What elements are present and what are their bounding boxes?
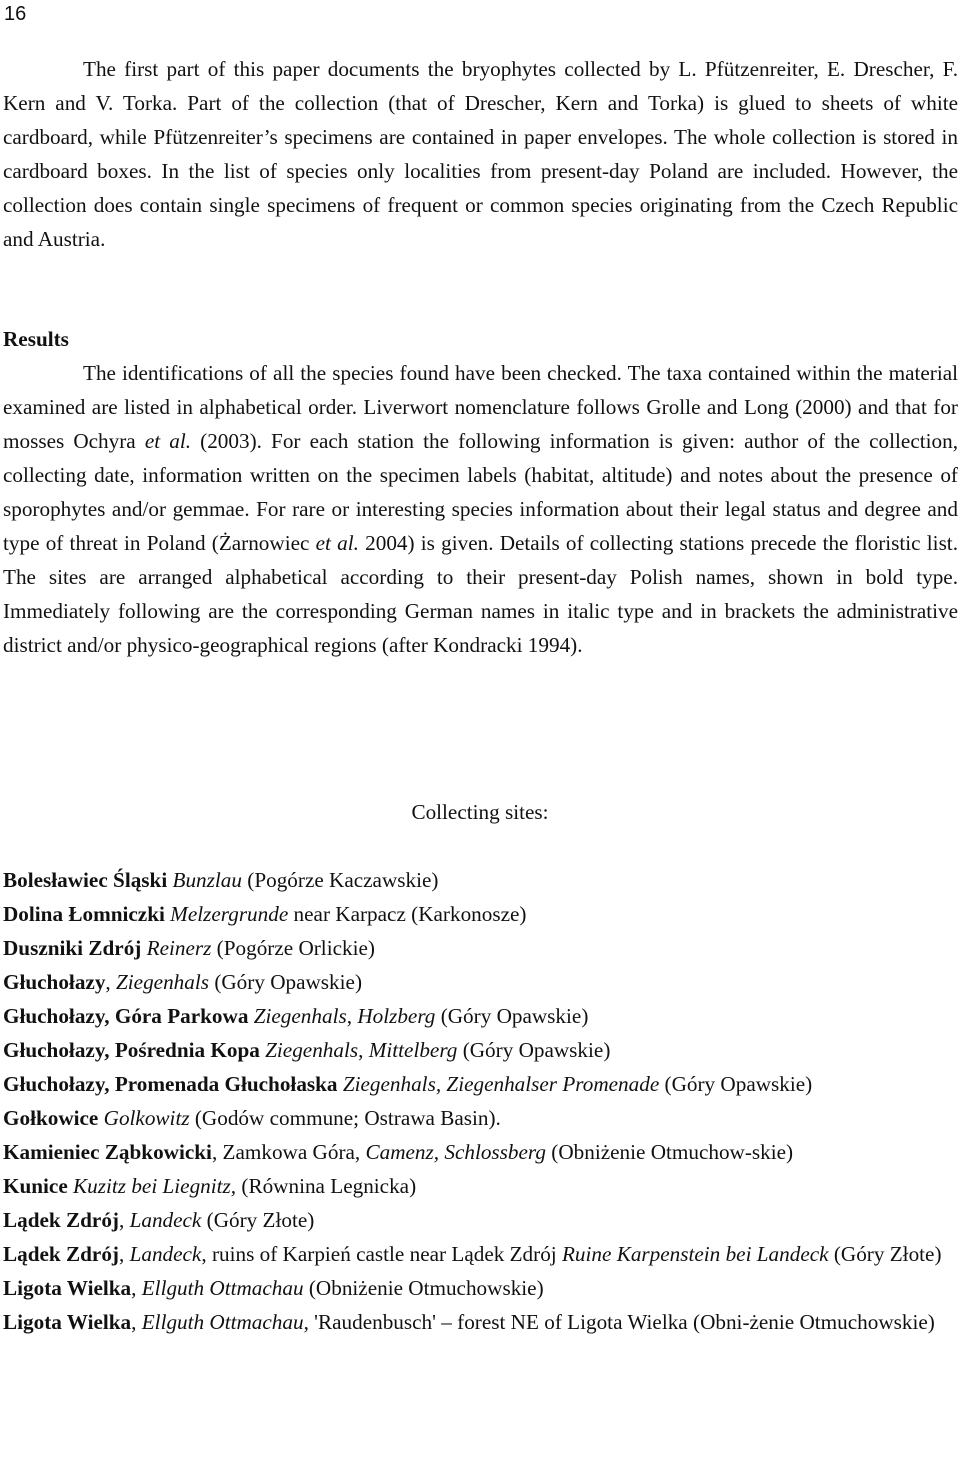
site-german-name-2: Holzberg [357, 1004, 436, 1028]
site-german-name: Kuzitz bei Liegnitz, [73, 1174, 237, 1198]
site-entry [3, 931, 958, 965]
site-region-2: (Góry Złote) [828, 1242, 942, 1266]
site-region: (Góry Opawskie) [209, 970, 362, 994]
site-separator: , [105, 970, 117, 994]
results-italic-2: et al. [315, 531, 359, 555]
site-entry [3, 1033, 958, 1067]
site-separator: , [131, 1276, 142, 1300]
site-polish-name: Lądek Zdrój [3, 1242, 119, 1266]
site-polish-name: Bolesławiec Śląski [3, 868, 168, 892]
site-region: (Góry Złote) [201, 1208, 315, 1232]
site-polish-name: Ligota Wielka [3, 1276, 132, 1300]
site-entry [3, 999, 958, 1033]
site-entry [3, 1101, 958, 1135]
collecting-sites-title: Collecting sites: [411, 800, 549, 824]
results-section [3, 322, 958, 662]
site-entry [3, 1203, 958, 1237]
site-region: (Równina Legnicka) [236, 1174, 417, 1198]
site-entry [3, 965, 958, 999]
site-region-2: (Góry Opawskie) [435, 1004, 589, 1028]
site-entry [3, 1271, 958, 1305]
results-italic-1: et al. [144, 429, 192, 453]
site-entry [3, 863, 958, 897]
results-paragraph [3, 356, 958, 662]
site-german-name: Ziegenhals, Ziegenhalser Promenade [342, 1072, 660, 1096]
site-entry [3, 1237, 958, 1271]
site-entry [3, 897, 958, 931]
site-german-name-2: Mittelberg [368, 1038, 458, 1062]
site-german-name: Ellguth Ottmachau [141, 1310, 304, 1334]
site-german-name: Melzergrunde [170, 902, 289, 926]
site-german-name: Ellguth Ottmachau [141, 1276, 304, 1300]
site-polish-name: Ligota Wielka [3, 1310, 132, 1334]
site-german-name: Golkowitz [103, 1106, 190, 1130]
site-separator: , Zamkowa Góra, [211, 1140, 366, 1164]
site-german-name: Camenz, Schlossberg [365, 1140, 546, 1164]
site-entry [3, 1135, 958, 1169]
site-polish-name: Dolina Łomniczki [3, 902, 165, 926]
site-separator: , [131, 1310, 142, 1334]
results-heading: Results [3, 327, 69, 351]
site-region: , [358, 1038, 369, 1062]
site-german-name: Ziegenhals [116, 970, 210, 994]
site-region: (Godów commune; Ostrawa Basin). [189, 1106, 501, 1130]
site-region: (Pogórze Orlickie) [211, 936, 375, 960]
site-german-name-2: Ruine Karpenstein bei Landeck [561, 1242, 829, 1266]
site-region: , 'Raudenbusch' – forest NE of Ligota Wielka (Obni-żenie Otmuchowskie) [303, 1310, 935, 1334]
intro-section [3, 52, 958, 256]
site-german-name: Ziegenhals [253, 1004, 347, 1028]
site-german-name: Landeck [129, 1208, 202, 1232]
site-polish-name: Głuchołazy [3, 970, 106, 994]
site-polish-name: Duszniki Zdrój [3, 936, 142, 960]
site-region-2: (Góry Opawskie) [457, 1038, 611, 1062]
results-text-3: 2004) is given. Details of collecting stations precede the floristic list. The sites are arranged alphabetical according to their present-day Polish names, shown in bold type. Immediately following are the corresponding German names in italic type and in brackets the administrative district and/or physico-geographical regions (after Kondracki 1994). [3, 531, 958, 657]
site-region: , ruins of Karpień castle near Lądek Zdrój [201, 1242, 562, 1266]
site-separator: , [118, 1208, 130, 1232]
results-text-1: The identifications of all the species found have been checked. The taxa contained within the material examined are listed in alphabetical order. Liverwort nomenclature follows Grolle and Long (2000) and that for mosses Ochyra [3, 361, 958, 453]
site-region: (Obniżenie Otmuchow-skie) [545, 1140, 794, 1164]
site-polish-name: Głuchołazy, Góra Parkowa [3, 1004, 249, 1028]
site-separator: , [118, 1242, 130, 1266]
site-polish-name: Głuchołazy, Promenada Głuchołaska [3, 1072, 338, 1096]
site-entry [3, 1305, 958, 1339]
site-german-name: Reinerz [146, 936, 212, 960]
site-region: , [346, 1004, 358, 1028]
site-german-name: Landeck [129, 1242, 202, 1266]
site-region: (Obniżenie Otmuchowskie) [303, 1276, 544, 1300]
intro-paragraph: The first part of this paper documents the bryophytes collected by L. Pfützenreiter, E. Drescher, F. Kern and V. Torka. Part of the collection (that of Drescher, Kern and Torka) is glued to sheets of white cardboard, while Pfützenreiter’s specimens are contained in paper envelopes. The whole collection is stored in cardboard boxes. In the list of species only localities from present-day Poland are included. However, the collection does contain single specimens of frequent or common species originating from the Czech Republic and Austria. [3, 57, 958, 251]
site-german-name: Ziegenhals [265, 1038, 359, 1062]
site-polish-name: Głuchołazy, Pośrednia Kopa [3, 1038, 260, 1062]
collecting-sites-list [3, 863, 958, 1339]
site-region: near Karpacz (Karkonosze) [288, 902, 527, 926]
site-polish-name: Kamieniec Ząbkowicki [3, 1140, 212, 1164]
site-region: (Góry Opawskie) [659, 1072, 813, 1096]
site-entry [3, 1067, 958, 1101]
site-polish-name: Lądek Zdrój [3, 1208, 119, 1232]
site-german-name: Bunzlau [172, 868, 242, 892]
page-number: 16 [4, 3, 27, 25]
site-region: (Pogórze Kaczawskie) [241, 868, 439, 892]
site-polish-name: Gołkowice [3, 1106, 99, 1130]
results-text-2: (2003). For each station the following information is given: author of the collection, collecting date, information written on the specimen labels (habitat, altitude) and notes about the presence of sporophytes and/or gemmae. For rare or interesting species information about their legal status and degree and type of threat in Poland (Żarnowiec [3, 429, 958, 555]
site-polish-name: Kunice [3, 1174, 68, 1198]
site-entry [3, 1169, 958, 1203]
